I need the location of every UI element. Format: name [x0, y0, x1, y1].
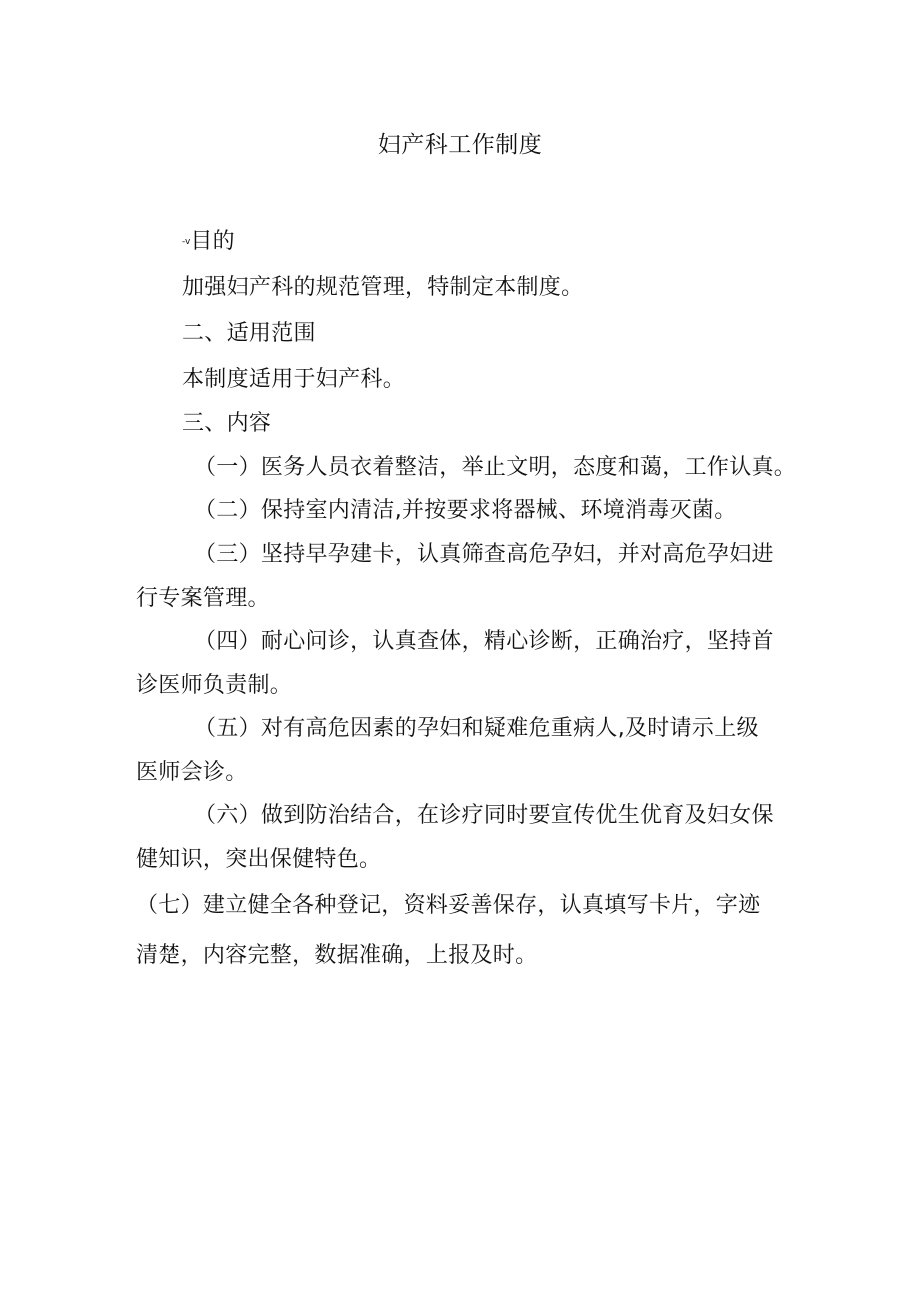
- section-body-purpose: 加强妇产科的规范管理，特制定本制度。: [182, 275, 584, 300]
- content-item-5-line-1: （五）对有高危因素的孕妇和疑难危重病人,及时请示上级: [194, 716, 759, 741]
- heading-text: 目的: [190, 229, 235, 254]
- content-item-6-line-1: （六）做到防治结合，在诊疗同时要宣传优生优育及妇女保: [194, 803, 774, 828]
- content-item-1-line-1: （一）医务人员衣着整洁，举止文明，态度和蔼，工作认真。: [194, 455, 797, 480]
- content-item-4-line-1: （四）耐心问诊，认真查体，精心诊断，正确治疗，坚持首: [194, 629, 774, 654]
- content-item-3-line-2: 行专案管理。: [136, 586, 270, 611]
- content-item-5-line-2: 医师会诊。: [136, 760, 248, 785]
- document-title: 妇产科工作制度: [377, 132, 543, 158]
- section-heading-purpose: [182, 226, 235, 258]
- section-body-scope: 本制度适用于妇产科。: [182, 367, 406, 392]
- section-heading-content: 三、内容: [182, 411, 272, 436]
- content-item-4-line-2: 诊医师负责制。: [136, 673, 293, 698]
- content-item-7-line-1: （七）建立健全各种登记，资料妥善保存，认真填写卡片，字迹: [136, 893, 761, 918]
- content-item-3-line-1: （三）坚持早孕建卡，认真筛查高危孕妇，并对高危孕妇进: [194, 542, 774, 567]
- content-item-2-line-1: （二）保持室内清洁,并按要求将器械、环境消毒灭菌。: [194, 498, 737, 523]
- section-heading-scope: 二、适用范围: [182, 321, 316, 346]
- heading-mark: -v: [182, 237, 191, 247]
- content-item-6-line-2: 健知识，突出保健特色。: [136, 847, 382, 872]
- content-item-7-line-2: 清楚，内容完整，数据准确，上报及时。: [136, 943, 538, 968]
